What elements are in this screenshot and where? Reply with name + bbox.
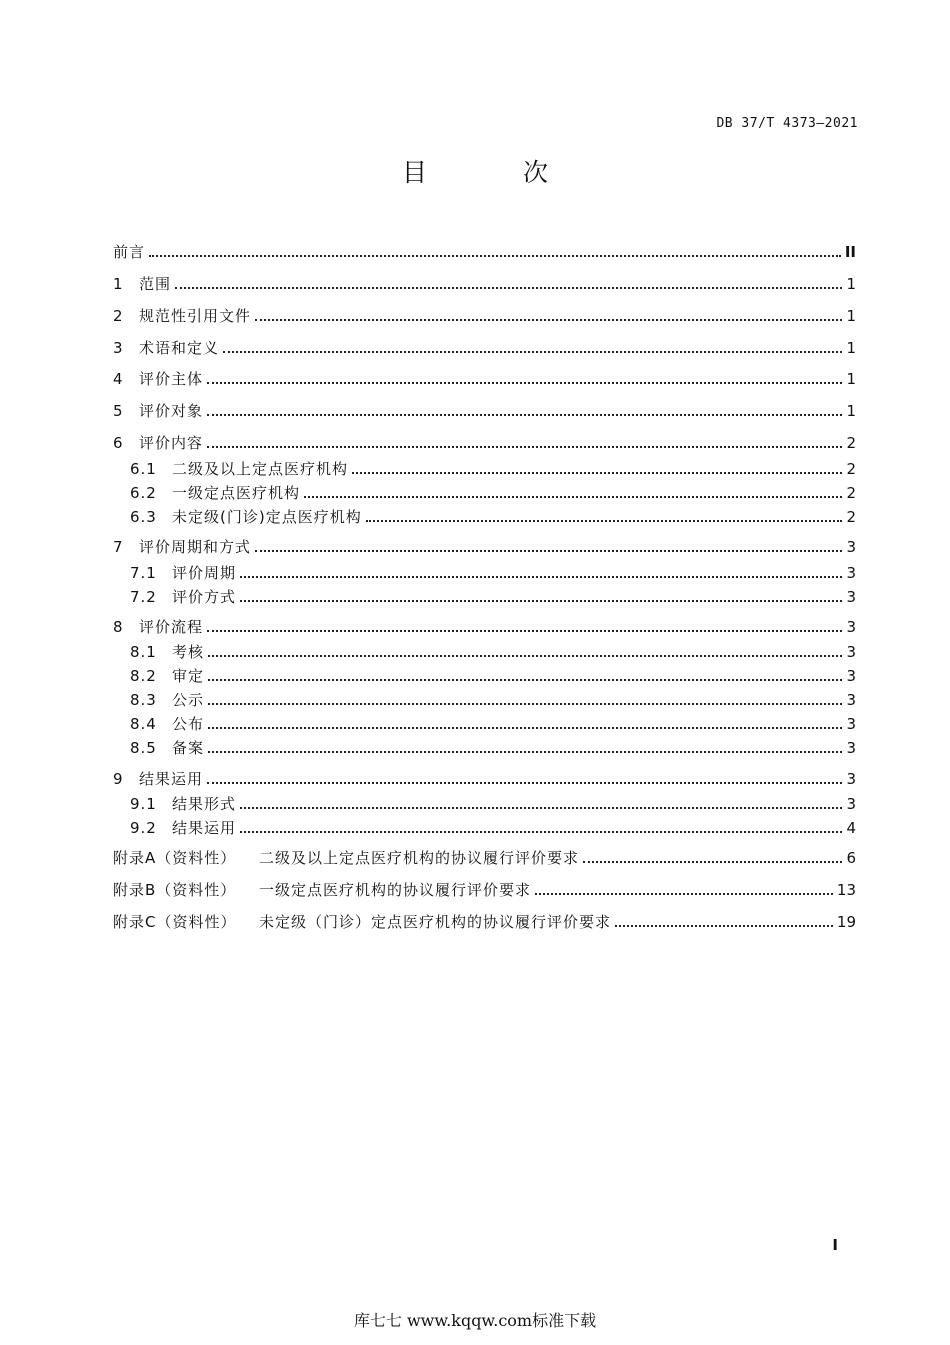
toc-number: 3 xyxy=(113,339,123,357)
toc-appendix-b[interactable] xyxy=(113,879,856,901)
appendix-label: 一级定点医疗机构的协议履行评价要求 xyxy=(259,881,532,899)
dot-leader xyxy=(615,923,833,927)
appendix-key: 附录B（资料性） xyxy=(113,881,237,899)
dot-leader xyxy=(304,494,842,498)
toc-label: 评价方式 xyxy=(172,588,237,606)
footer-watermark: 库七七 www.kqqw.com标准下载 xyxy=(353,1311,597,1330)
toc-number: 6 xyxy=(113,434,123,452)
toc-number: 9.1 xyxy=(130,795,157,813)
toc-entry[interactable] xyxy=(113,768,856,790)
toc-entry[interactable] xyxy=(113,305,856,327)
toc-subentry[interactable] xyxy=(113,689,856,711)
appendix-key: 附录A（资料性） xyxy=(113,849,237,867)
dot-leader xyxy=(240,598,842,602)
toc-appendix-c[interactable] xyxy=(113,911,856,933)
toc-label: 公布 xyxy=(172,715,205,733)
dot-leader xyxy=(255,317,842,321)
appendix-key: 附录C（资料性） xyxy=(113,913,237,931)
dot-leader xyxy=(240,574,842,578)
dot-leader xyxy=(240,805,842,809)
toc-page: 1 xyxy=(846,275,856,293)
toc-subentry[interactable] xyxy=(113,641,856,663)
dot-leader xyxy=(223,349,842,353)
toc-page: 3 xyxy=(846,715,856,733)
toc-label: 评价周期和方式 xyxy=(139,538,252,556)
toc-subentry[interactable] xyxy=(113,458,856,480)
toc-page: 3 xyxy=(846,795,856,813)
toc-subentry[interactable] xyxy=(113,506,856,528)
toc-number: 8 xyxy=(113,618,123,636)
toc-entry[interactable] xyxy=(113,616,856,638)
toc-label: 规范性引用文件 xyxy=(139,307,252,325)
toc-entry[interactable] xyxy=(113,337,856,359)
toc-entry[interactable] xyxy=(113,368,856,390)
page-number: I xyxy=(832,1236,838,1254)
dot-leader xyxy=(207,780,842,784)
toc-number: 2 xyxy=(113,307,123,325)
toc-label: 结果运用 xyxy=(172,819,237,837)
dot-leader xyxy=(535,891,833,895)
toc-subentry[interactable] xyxy=(113,562,856,584)
toc-page: 13 xyxy=(836,881,856,899)
toc-number: 5 xyxy=(113,402,123,420)
toc-entry[interactable] xyxy=(113,536,856,558)
dot-leader xyxy=(208,701,842,705)
toc-label: 未定级(门诊)定点医疗机构 xyxy=(172,508,362,526)
toc-page: 3 xyxy=(846,564,856,582)
toc-label: 评价内容 xyxy=(139,434,204,452)
toc-label: 评价流程 xyxy=(139,618,204,636)
toc-number: 6.1 xyxy=(130,460,157,478)
toc-label: 范围 xyxy=(139,275,172,293)
dot-leader xyxy=(208,725,842,729)
toc-label: 结果运用 xyxy=(139,770,204,788)
toc-entry-foreword[interactable] xyxy=(113,241,856,263)
toc-label: 结果形式 xyxy=(172,795,237,813)
toc-entry[interactable] xyxy=(113,273,856,295)
toc-label: 二级及以上定点医疗机构 xyxy=(172,460,349,478)
toc-entry[interactable] xyxy=(113,432,856,454)
toc-page: 3 xyxy=(846,739,856,757)
dot-leader xyxy=(255,548,842,552)
toc-label: 审定 xyxy=(172,667,205,685)
toc-page: 3 xyxy=(846,667,856,685)
toc-number: 9.2 xyxy=(130,819,157,837)
toc-number: 8.4 xyxy=(130,715,157,733)
dot-leader xyxy=(207,380,842,384)
dot-leader xyxy=(175,285,842,289)
toc-label: 前言 xyxy=(113,243,146,261)
toc-page: 1 xyxy=(846,339,856,357)
toc-subentry[interactable] xyxy=(113,713,856,735)
appendix-label: 未定级（门诊）定点医疗机构的协议履行评价要求 xyxy=(259,913,612,931)
toc-page: 2 xyxy=(846,460,856,478)
toc-page: 19 xyxy=(836,913,856,931)
toc-page: 3 xyxy=(846,691,856,709)
appendix-label: 二级及以上定点医疗机构的协议履行评价要求 xyxy=(259,849,580,867)
toc-page: 1 xyxy=(846,370,856,388)
dot-leader xyxy=(207,412,842,416)
toc-label: 评价周期 xyxy=(172,564,237,582)
toc-page: 2 xyxy=(846,508,856,526)
dot-leader xyxy=(207,444,842,448)
toc-subentry[interactable] xyxy=(113,793,856,815)
toc-page: 3 xyxy=(846,538,856,556)
toc-page: 1 xyxy=(846,307,856,325)
toc-number: 6.2 xyxy=(130,484,157,502)
toc-page: 1 xyxy=(846,402,856,420)
toc-page: 3 xyxy=(846,770,856,788)
dot-leader xyxy=(352,470,842,474)
toc-page: 3 xyxy=(846,618,856,636)
toc-number: 8.2 xyxy=(130,667,157,685)
toc-label: 备案 xyxy=(172,739,205,757)
toc-number: 8.1 xyxy=(130,643,157,661)
toc-subentry[interactable] xyxy=(113,817,856,839)
toc-number: 6.3 xyxy=(130,508,157,526)
toc-label: 公示 xyxy=(172,691,205,709)
toc-number: 8.5 xyxy=(130,739,157,757)
toc-page: 2 xyxy=(846,484,856,502)
toc-label: 考核 xyxy=(172,643,205,661)
page-title: 目 次 xyxy=(402,158,592,187)
toc-label: 评价主体 xyxy=(139,370,204,388)
toc-number: 8.3 xyxy=(130,691,157,709)
dot-leader xyxy=(208,749,842,753)
dot-leader xyxy=(208,653,842,657)
toc-number: 7 xyxy=(113,538,123,556)
document-code: DB 37/T 4373—2021 xyxy=(716,116,858,131)
toc-page: 3 xyxy=(846,588,856,606)
toc-appendix-a[interactable] xyxy=(113,847,856,869)
dot-leader xyxy=(149,253,841,257)
toc-number: 4 xyxy=(113,370,123,388)
toc-subentry[interactable] xyxy=(113,737,856,759)
dot-leader xyxy=(366,518,842,522)
dot-leader xyxy=(240,829,842,833)
toc-number: 7.1 xyxy=(130,564,157,582)
toc-subentry[interactable] xyxy=(113,586,856,608)
toc-number: 7.2 xyxy=(130,588,157,606)
toc-page: 2 xyxy=(846,434,856,452)
toc-label: 术语和定义 xyxy=(139,339,220,357)
toc-page: 3 xyxy=(846,643,856,661)
toc-number: 1 xyxy=(113,275,123,293)
dot-leader xyxy=(208,677,842,681)
toc-label: 一级定点医疗机构 xyxy=(172,484,301,502)
dot-leader xyxy=(583,859,842,863)
toc-page: 4 xyxy=(846,819,856,837)
toc-label: 评价对象 xyxy=(139,402,204,420)
toc-page: II xyxy=(844,243,856,261)
dot-leader xyxy=(207,628,842,632)
toc-entry[interactable] xyxy=(113,400,856,422)
toc-subentry[interactable] xyxy=(113,665,856,687)
toc-number: 9 xyxy=(113,770,123,788)
toc-page: 6 xyxy=(846,849,856,867)
toc-subentry[interactable] xyxy=(113,482,856,504)
